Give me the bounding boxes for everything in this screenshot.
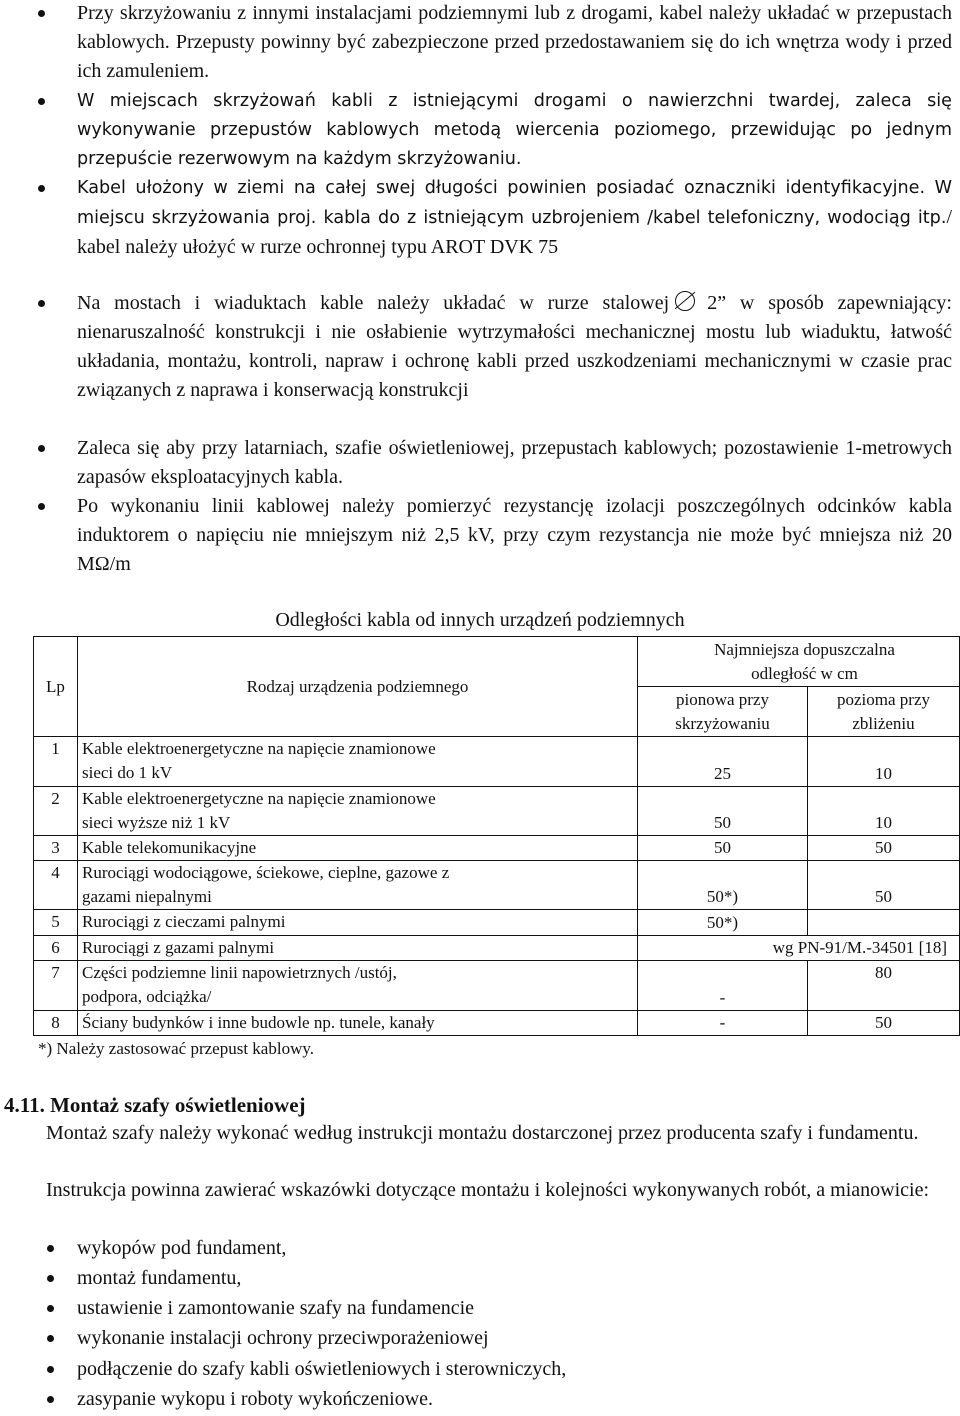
- table-row: [34, 737, 960, 787]
- list-item: wykonanie instalacji ochrony przeciwporażeniowej: [77, 1324, 489, 1353]
- list-item: wykopów pod fundament,: [77, 1234, 286, 1263]
- row-pionowa: 50: [638, 787, 808, 836]
- row-pozioma: 50: [808, 836, 960, 861]
- row-name: Rurociągi z gazami palnymi: [78, 936, 638, 961]
- table-row: [34, 787, 960, 836]
- table-row: [34, 910, 960, 936]
- bullet-bridges-rest: 2” w sposób zapewniający: nienaruszalność konstrukcji i nie osłabienie wytrzymałości mechanicznej mostu lub wiaduktu, łatwość układania, montażu, kontroli, napraw i ochronę kabli przed uszkodzeniami mechanicznymi w czasie prac związanych z naprawa i konserwacją konstrukcji: [77, 292, 952, 401]
- row-lp: 8: [34, 1011, 78, 1036]
- bullet-insulation-resistance: Po wykonaniu linii kablowej należy pomierzyć rezystancję izolacji poszczególnych odcinków kabla induktorem o napięciu nie mniejszym niż 2,5 kV, przy czym rezystancja nie może być mniejsza niż 20 MΩ/m: [77, 492, 952, 579]
- bullet-bridges-text: Na mostach i wiaduktach kable należy układać w rurze stalowej: [77, 292, 670, 314]
- table-footnote: *) Należy zastosować przepust kablowy.: [38, 1039, 314, 1058]
- table-header-row: [34, 637, 960, 687]
- section-heading: 4.11. Montaż szafy oświetleniowej: [4, 1093, 306, 1117]
- row-pozioma: 10: [808, 787, 960, 836]
- row-name: Ściany budynków i inne budowle np. tunele, kanały: [78, 1011, 638, 1036]
- bullet-identification-text: Kabel ułożony w ziemi na całej swej długości powinien posiadać oznaczniki identyfikacyjne. W miejscu skrzyżowania proj. kabla do z istniejącym uzbrojeniem /kabel telefoniczny, wodociąg itp.: [77, 178, 952, 228]
- row-lp: 1: [34, 737, 78, 787]
- section-paragraph-1: Montaż szafy należy wykonać według instrukcji montażu dostarczonej przez producenta szafy i fundamentu.: [46, 1122, 919, 1144]
- row-lp: 3: [34, 836, 78, 861]
- row-name: Części podziemne linii napowietrznych /ustój, podpora, odciążka/: [78, 961, 638, 1011]
- row-pozioma: 50: [808, 1011, 960, 1036]
- row-name: Kable elektroenergetyczne na napięcie znamionowe sieci do 1 kV: [78, 737, 638, 787]
- bullet-bridges: [77, 289, 952, 405]
- table-row: [34, 836, 960, 861]
- distance-table: [33, 636, 960, 1036]
- header-pionowa: pionowa przy skrzyżowaniu: [638, 687, 808, 737]
- row-name: Kable elektroenergetyczne na napięcie znamionowe sieci wyższe niż 1 kV: [78, 787, 638, 836]
- row-lp: 7: [34, 961, 78, 1011]
- row-lp: 5: [34, 910, 78, 936]
- row-pozioma: [808, 910, 960, 936]
- row-pionowa: -: [638, 1011, 808, 1036]
- row-pozioma: 10: [808, 737, 960, 787]
- list-item: ustawienie i zamontowanie szafy na fundamencie: [77, 1294, 474, 1323]
- row-pozioma: 50: [808, 861, 960, 910]
- row-pionowa: 50*): [638, 861, 808, 910]
- row-name: Rurociągi wodociągowe, ściekowe, cieplne, gazowe z gazami niepalnymi: [78, 861, 638, 910]
- table-row: [34, 1011, 960, 1036]
- header-lp: Lp: [34, 637, 78, 737]
- row-lp: 2: [34, 787, 78, 836]
- bullet-identification-markers: [77, 174, 952, 263]
- bullet-crossings: Przy skrzyżowaniu z innymi instalacjami podziemnymi lub z drogami, kabel należy układać w przepustach kablowych. Przepusty powinny być zabezpieczone przed przedostawaniem się do ich wnętrza wody i przed ich zamuleniem.: [77, 0, 952, 86]
- table-row: [34, 961, 960, 1011]
- list-item: montaż fundamentu,: [77, 1264, 241, 1293]
- row-pionowa: 50*): [638, 910, 808, 936]
- row-name: Rurociągi z cieczami palnymi: [78, 910, 638, 936]
- row-pionowa: 50: [638, 836, 808, 861]
- row-standard-ref: wg PN-91/M.-34501 [18]: [638, 936, 960, 961]
- bullet-reserve-lengths: Zaleca się aby przy latarniach, szafie oświetleniowej, przepustach kablowych; pozostawienie 1-metrowych zapasów eksploatacyjnych kabla.: [77, 434, 952, 492]
- header-pozioma: pozioma przy zbliżeniu: [808, 687, 960, 737]
- row-pionowa: 25: [638, 737, 808, 787]
- row-name: Kable telekomunikacyjne: [78, 836, 638, 861]
- bullet-identification-arot: / kabel należy ułożyć w rurze ochronnej typu AROT DVK 75: [77, 206, 952, 258]
- header-distance-group: Najmniejsza dopuszczalna odległość w cm: [638, 637, 960, 687]
- bullet-road-crossings: W miejscach skrzyżowań kabli z istniejącymi drogami o nawierzchni twardej, zaleca się wykonywanie przepustów kablowych metodą wiercenia poziomego, przewidując po jednym przepuście rezerwowym na każdym skrzyżowaniu.: [77, 87, 952, 174]
- table-title: Odległości kabla od innych urządzeń podziemnych: [275, 609, 685, 631]
- table-row: [34, 861, 960, 910]
- row-pozioma: 80: [808, 961, 960, 1011]
- row-lp: 6: [34, 936, 78, 961]
- list-item: zasypanie wykopu i roboty wykończeniowe.: [77, 1385, 433, 1414]
- row-lp: 4: [34, 861, 78, 910]
- row-pionowa: -: [638, 961, 808, 1011]
- diameter-icon: [675, 291, 695, 311]
- list-item: podłączenie do szafy kabli oświetleniowych i sterowniczych,: [77, 1355, 566, 1384]
- header-rodzaj: Rodzaj urządzenia podziemnego: [78, 637, 638, 737]
- section-paragraph-2: Instrukcja powinna zawierać wskazówki dotyczące montażu i kolejności wykonywanych robót, a mianowicie:: [46, 1179, 930, 1201]
- table-row: [34, 936, 960, 961]
